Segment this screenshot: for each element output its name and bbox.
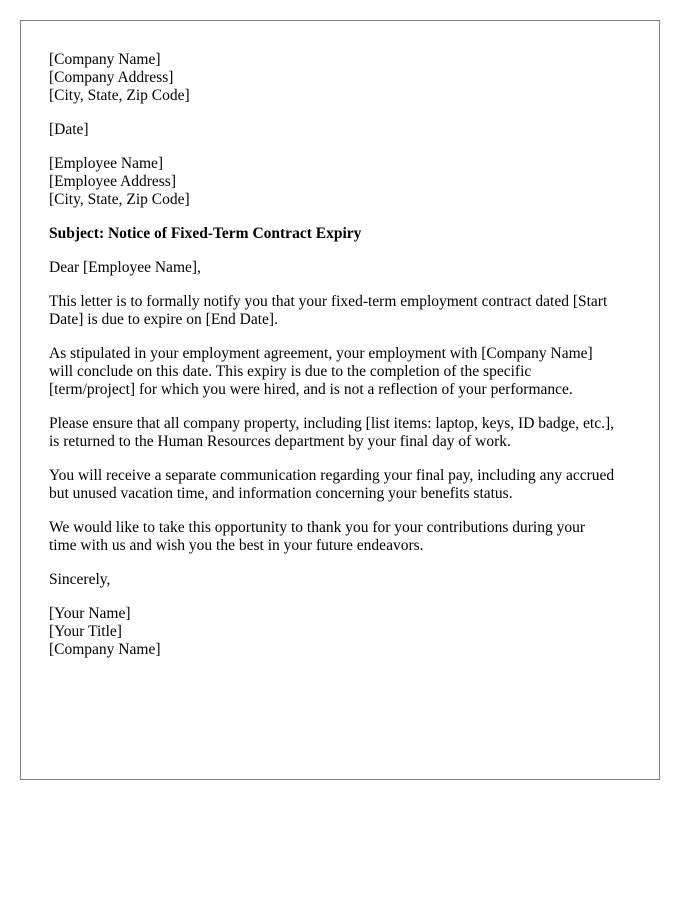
- signature-company-name: [Company Name]: [49, 641, 161, 658]
- closing: Sincerely,: [49, 571, 111, 588]
- paragraph-line: but unused vacation time, and information concerning your benefits status.: [49, 485, 513, 502]
- paragraph-line: will conclude on this date. This expiry is due to the completion of the specific: [49, 363, 532, 380]
- salutation: Dear [Employee Name],: [49, 259, 201, 276]
- body-paragraph-2: [49, 345, 631, 399]
- signature-your-name: [Your Name]: [49, 605, 131, 622]
- paragraph-line: Date] is due to expire on [End Date].: [49, 311, 278, 328]
- letter-date: [Date]: [49, 121, 89, 138]
- sender-city-state-zip: [City, State, Zip Code]: [49, 87, 190, 104]
- subject-line: Subject: Notice of Fixed-Term Contract Expiry: [49, 225, 362, 242]
- recipient-employee-address: [Employee Address]: [49, 173, 176, 190]
- paragraph-line: time with us and wish you the best in your future endeavors.: [49, 537, 424, 554]
- signature-your-title: [Your Title]: [49, 623, 122, 640]
- recipient-employee-name: [Employee Name]: [49, 155, 164, 172]
- paragraph-line: [term/project] for which you were hired, and is not a reflection of your performance.: [49, 381, 573, 398]
- recipient-city-state-zip: [City, State, Zip Code]: [49, 191, 190, 208]
- paragraph-line: We would like to take this opportunity to thank you for your contributions during your: [49, 519, 586, 536]
- paragraph-line: is returned to the Human Resources department by your final day of work.: [49, 433, 511, 450]
- sender-company-name: [Company Name]: [49, 51, 161, 68]
- paragraph-line: You will receive a separate communication regarding your final pay, including any accrued: [49, 467, 615, 484]
- body-paragraph-1: [49, 293, 631, 329]
- body-paragraph-4: [49, 467, 631, 503]
- sender-address-block: [49, 51, 631, 105]
- paragraph-line: This letter is to formally notify you that your fixed-term employment contract dated [Start: [49, 293, 608, 310]
- body-paragraph-5: [49, 519, 631, 555]
- paragraph-line: Please ensure that all company property, including [list items: laptop, keys, ID badge, etc.],: [49, 415, 615, 432]
- body-paragraph-3: [49, 415, 631, 451]
- sender-company-address: [Company Address]: [49, 69, 174, 86]
- signature-block: [49, 605, 631, 659]
- recipient-address-block: [49, 155, 631, 209]
- paragraph-line: As stipulated in your employment agreement, your employment with [Company Name]: [49, 345, 593, 362]
- letter-page: [20, 20, 660, 780]
- date-block: [49, 121, 631, 139]
